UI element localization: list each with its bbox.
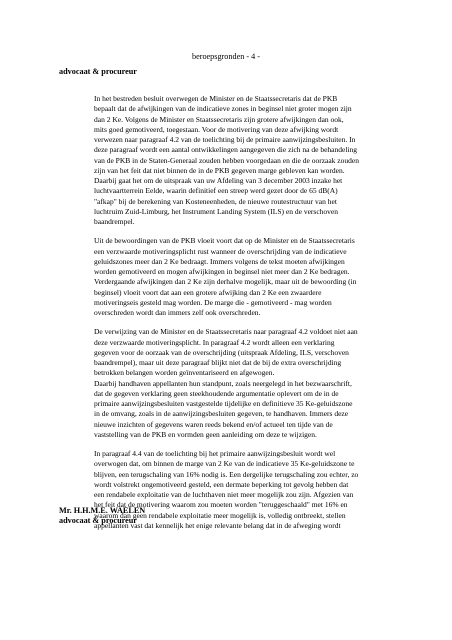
paragraph-3: De verwijzing van de Minister en de Staatssecretaris naar paragraaf 4.2 voldoet niet aan deze verzwaarde motiveringsplicht. In paragraaf 4.2 wordt alleen een verklaring gegeven voor de oorzaak van de overschrijding (uitspraak Afdeling, ILS, verschoven baandrempel), maar uit deze paragraaf blijkt niet dat de bij de extra overschrijding betrokken belangen worden geïnventariseerd en afgewogen. Daarbij handhaven appellanten hun standpunt, zoals neergelegd in het bezwaarschrift, dat de gegeven verklaring geen steekhoudende argumentatie oplevert om de in de primaire aanwijzingsbesluiten vastgestelde tijdelijke en definitieve 35 Ke-geluidszone in de omvang, zoals in de aanwijzingsbesluiten gegeven, te handhaven. Immers deze nieuwe inzichten of gegevens waren reeds bekend en/of actueel ten tijde van de vaststelling van de PKB en vormden geen aanleiding om deze te wijzigen. [94, 327, 358, 439]
signature-name: Mr. H.H.M.E. WAELEN [59, 506, 146, 515]
signature-role: advocaat & procureur [59, 516, 137, 525]
signature-block [59, 506, 145, 526]
paragraph-1: In het bestreden besluit overwegen de Minister en de Staatssecretaris dat de PKB bepaalt dat de afwijkingen van de indicatieve zones in beginsel niet groter mogen zijn dan 2 Ke. Volgens de Minister en Staatssecretaris zijn grotere afwijkingen dan ook, mits goed gemotiveerd, toegestaan. Voor de motivering van deze afwijking wordt verwezen naar paragraaf 4.2 van de toelichting bij de primaire aanwijzingsbesluiten. In deze paragraaf wordt een aantal ontwikkelingen aangegeven die zich na de behandeling van de PKB in de Staten-Generaal zouden hebben voorgedaan en die de oorzaak zouden zijn van het feit dat niet binnen de in de PKB gegeven marge gebleven kan worden. Daarbij gaat het om de uitspraak van uw Afdeling van 3 december 2003 inzake het luchtvaartterrein Eelde, waarin definitief een streep werd gezet door de 65 dB(A) "afkap" bij de berekening van Kosteneenheden, de nieuwe routestructuur van het luchtruim Zuid-Limburg, het Instrument Landing System (ILS) en de verschoven baandrempel. [94, 94, 359, 226]
firm-label: advocaat & procureur [59, 67, 137, 76]
page-header: beroepsgronden - 4 - [192, 52, 260, 61]
paragraph-4: In paragraaf 4.4 van de toelichting bij het primaire aanwijzingsbesluit wordt wel overwogen dat, om binnen de marge van 2 Ke van de indicatieve 35 Ke-geluidszone te blijven, een terugschaling van 16% nodig is. Een dergelijke terugschaling zou echter, zo wordt volstrekt ongemotiveerd gesteld, een dermate beperking tot gevolg hebben dat een rendabele exploitatie van de luchthaven niet meer mogelijk zou zijn. Afgezien van het feit dat de motivering waarom zou moeten worden "teruggeschaald" met 16% en waarom dan geen rendabele exploitatie meer mogelijk is, volledig ontbreekt, stellen appellanten vast dat kennelijk het enige relevante belang dat in de afweging wordt [94, 449, 359, 530]
paragraph-2: Uit de bewoordingen van de PKB vloeit voort dat op de Minister en de Staatssecretaris een verzwaarde motiveringsplicht rust wanneer de overschrijding van de indicatieve geluidszones meer dan 2 Ke bedraagt. Immers volgens de tekst moeten afwijkingen worden gemotiveerd en mogen afwijkingen in beginsel niet meer dan 2 Ke bedragen. Verdergaande afwijkingen dan 2 Ke zijn derhalve mogelijk, maar uit de bewoording (in beginsel) vloeit voort dat aan een grotere afwijking dan 2 Ke een zwaardere motiveringseis gesteld mag worden. De marge die - gemotiveerd - mag worden overschreden wordt dan immers zelf ook overschreden. [94, 236, 357, 317]
document-body [94, 94, 406, 540]
